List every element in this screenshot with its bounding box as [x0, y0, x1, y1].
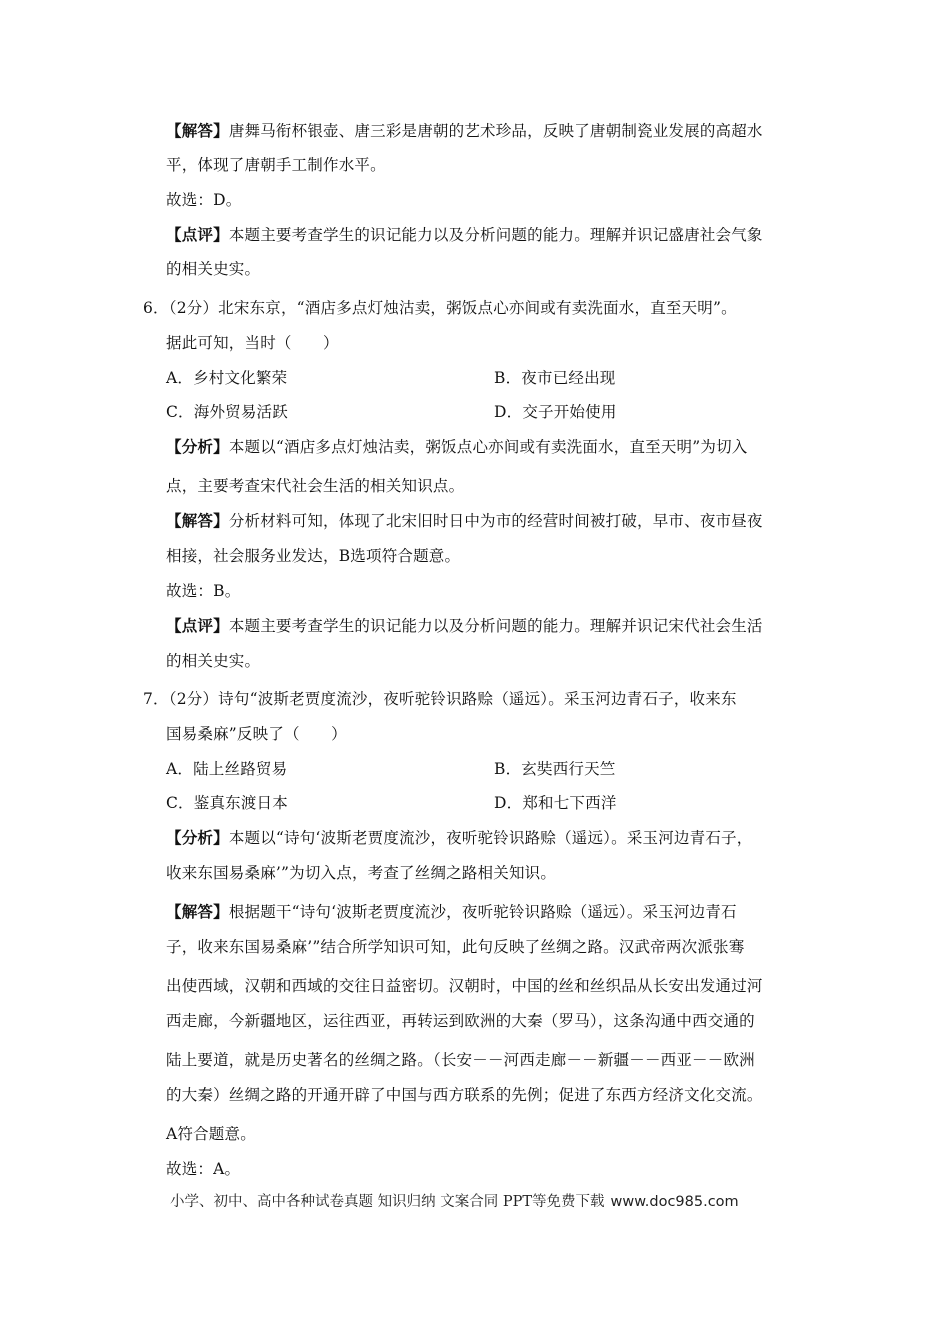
- footer-site-link[interactable]: www.doc985.com: [610, 1194, 739, 1210]
- q7-answer-line-1: [166, 902, 737, 922]
- analysis-tag: 【分析】: [166, 829, 229, 847]
- q7-answer-line-6: 的大秦）丝绸之路的开通开辟了中国与西方联系的先例；促进了东西方经济文化交流。: [166, 1086, 763, 1104]
- answer-tag: 【解答】: [166, 512, 229, 530]
- q7-option-d: D．郑和七下西洋: [494, 794, 617, 812]
- q6-stem-line-1: [143, 298, 737, 318]
- q6-answer-line-1: [166, 511, 763, 531]
- answer-tag: 【解答】: [166, 122, 229, 140]
- q7-option-a: A．陆上丝路贸易: [166, 760, 288, 778]
- q7-analysis-line-2: 收来东国易桑麻’”为切入点，考查了丝绸之路相关知识。: [166, 864, 557, 882]
- q6-answer-line-2: 相接，社会服务业发达，B选项符合题意。: [166, 547, 461, 565]
- comment-text: 本题主要考查学生的识记能力以及分析问题的能力。理解并识记宋代社会生活: [228, 617, 763, 635]
- answer-text: 唐舞马衔杯银壶、唐三彩是唐朝的艺术珍品，反映了唐朝制瓷业发展的高超水: [228, 122, 763, 140]
- q7-option-c: C．鉴真东渡日本: [166, 794, 288, 812]
- q7-analysis-line-1: [166, 828, 752, 848]
- analysis-text: 本题以“诗句‘波斯老贾度流沙，夜听驼铃识路赊（遥远）。采玉河边青石子，: [228, 829, 753, 847]
- page-footer: [170, 1192, 739, 1212]
- q7-choice: 故选：A。: [166, 1160, 241, 1178]
- question-number: 6．: [143, 299, 169, 317]
- q6-stem-line-2: 据此可知，当时（ ）: [166, 334, 339, 352]
- q6-comment-line-1: [166, 616, 763, 636]
- question-number: 7．: [143, 690, 169, 708]
- q7-stem-line-2: 国易桑麻”反映了（ ）: [166, 725, 347, 743]
- q5-comment-line-1: [166, 225, 763, 245]
- question-stem: （2分）北宋东京，“酒店多点灯烛沽卖，粥饭点心亦间或有卖洗面水，直至天明”。: [168, 299, 737, 317]
- q7-answer-line-2: 子，收来东国易桑麻’”结合所学知识可知，此句反映了丝绸之路。汉武帝两次派张骞: [166, 938, 745, 956]
- q6-analysis-line-2: 点，主要考查宋代社会生活的相关知识点。: [166, 477, 465, 495]
- q7-stem-line-1: [143, 689, 737, 709]
- q5-choice: 故选：D。: [166, 191, 242, 209]
- q6-option-d: D．交子开始使用: [494, 403, 617, 421]
- q7-answer-line-3: 出使西域，汉朝和西域的交往日益密切。汉朝时，中国的丝和丝织品从长安出发通过河: [166, 977, 763, 995]
- q7-answer-line-7: A符合题意。: [166, 1125, 256, 1143]
- comment-tag: 【点评】: [166, 617, 229, 635]
- comment-text: 本题主要考查学生的识记能力以及分析问题的能力。理解并识记盛唐社会气象: [228, 226, 763, 244]
- comment-tag: 【点评】: [166, 226, 229, 244]
- q6-choice: 故选：B。: [166, 582, 241, 600]
- analysis-text: 本题以“酒店多点灯烛沽卖，粥饭点心亦间或有卖洗面水，直至天明”为切入: [228, 438, 748, 456]
- q5-answer-line-1: [166, 121, 763, 141]
- q7-option-b: B．玄奘西行天竺: [494, 760, 616, 778]
- q7-answer-line-5: 陆上要道，就是历史著名的丝绸之路。（长安－－河西走廊－－新疆－－西亚－－欧洲: [166, 1051, 755, 1069]
- q5-comment-line-2: 的相关史实。: [166, 260, 261, 278]
- q6-option-b: B．夜市已经出现: [494, 369, 616, 387]
- q6-analysis-line-1: [166, 437, 747, 457]
- question-stem: （2分）诗句“波斯老贾度流沙，夜听驼铃识路赊（遥远）。采玉河边青石子，收来东: [168, 690, 737, 708]
- analysis-tag: 【分析】: [166, 438, 229, 456]
- q6-option-c: C．海外贸易活跃: [166, 403, 288, 421]
- q6-option-a: A．乡村文化繁荣: [166, 369, 288, 387]
- q7-answer-line-4: 西走廊，今新疆地区，运往西亚，再转运到欧洲的大秦（罗马），这条沟通中西交通的: [166, 1012, 755, 1030]
- answer-text: 分析材料可知，体现了北宋旧时日中为市的经营时间被打破，早市、夜市昼夜: [228, 512, 763, 530]
- q6-comment-line-2: 的相关史实。: [166, 652, 261, 670]
- answer-tag: 【解答】: [166, 903, 229, 921]
- footer-text: 小学、初中、高中各种试卷真题 知识归纳 文案合同 PPT等免费下载: [170, 1194, 605, 1210]
- answer-text: 根据题干“诗句‘波斯老贾度流沙，夜听驼铃识路赊（遥远）。采玉河边青石: [228, 903, 737, 921]
- q5-answer-line-2: 平，体现了唐朝手工制作水平。: [166, 156, 386, 174]
